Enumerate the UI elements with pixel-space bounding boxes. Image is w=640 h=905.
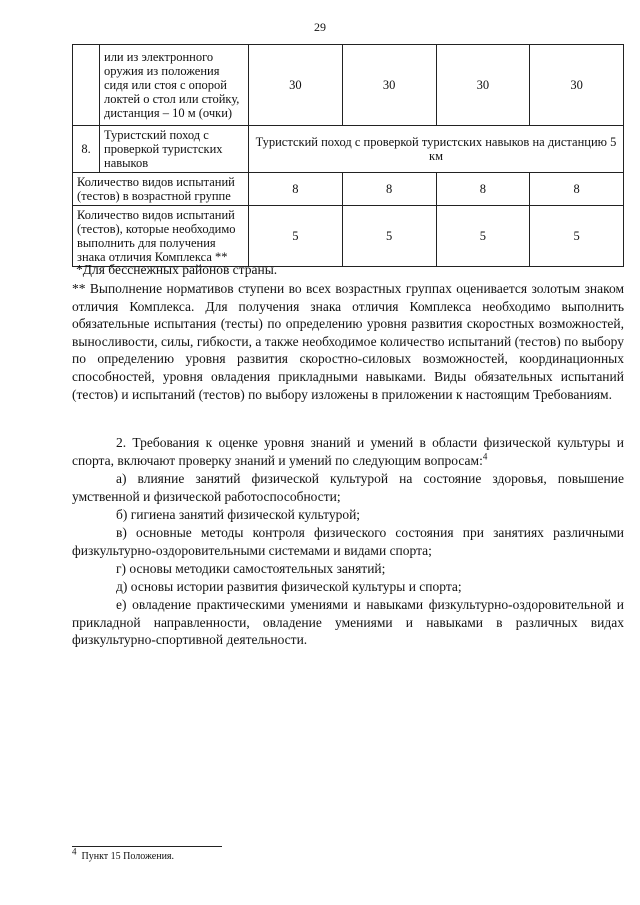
list-item: а) влияние занятий физической культурой на состояние здоровья, повышение умственной и физической работоспособности; <box>72 471 624 504</box>
value-cell: 30 <box>342 45 436 126</box>
table-row <box>73 206 624 267</box>
merged-value-cell: Туристский поход с проверкой туристских навыков на дистанцию 5 км <box>249 126 624 173</box>
footnote-reference: 4 <box>482 451 488 462</box>
section-2-intro <box>72 434 624 469</box>
row-description: или из электронного оружия из положения сидя или стоя с опорой локтей о стол или стойку, дистанция – 10 м (очки) <box>100 45 249 126</box>
footnote-number: 4 <box>72 846 77 857</box>
list-item: б) гигиена занятий физической культурой; <box>116 507 361 522</box>
page-number: 29 <box>314 20 326 34</box>
value-cell: 5 <box>530 206 624 267</box>
value-cell: 5 <box>436 206 530 267</box>
row-number <box>73 45 100 126</box>
value-cell: 8 <box>342 173 436 206</box>
row-description: Количество видов испытаний (тестов), которые необходимо выполнить для получения знака отличия Комплекса ** <box>73 206 249 267</box>
value-cell: 8 <box>436 173 530 206</box>
row-description: Туристский поход с проверкой туристских навыков <box>100 126 249 173</box>
complex-badge-note: ** Выполнение нормативов ступени во всех возрастных группах оценивается золотым знаком отличия Комплекса. Для получения знака отличия Комплекса необходимо выполнить обязательные испытания (тесты) по определению уровня развития скоростных возможностей, выносливости, силы, гибкости, а также необходимое количество испытаний (тестов) по выбору по определению уровня развития скоростно-силовых возможностей, координационных способностей, уровня овладения прикладными навыками. Виды обязательных испытаний (тестов) и испытаний (тестов) по выбору изложены в приложении к настоящим Требованиям. <box>72 281 624 402</box>
value-cell: 30 <box>249 45 343 126</box>
norms-table <box>72 44 624 267</box>
footnote-text: Пункт 15 Положения. <box>81 851 175 862</box>
value-cell: 8 <box>249 173 343 206</box>
row-description: Количество видов испытаний (тестов) в возрастной группе <box>73 173 249 206</box>
table-row <box>73 45 624 126</box>
list-item: е) овладение практическими умениями и навыками физкультурно-оздоровительной и прикладной направленности, овладение умениями и навыками в различных видах физкультурно-спортивной деятельности. <box>72 597 624 648</box>
table-row <box>73 126 624 173</box>
value-cell: 30 <box>436 45 530 126</box>
list-item: г) основы методики самостоятельных занятий; <box>116 561 386 576</box>
snowless-note: *Для бесснежных районов страны. <box>76 262 278 277</box>
row-number: 8. <box>73 126 100 173</box>
list-item: д) основы истории развития физической культуры и спорта; <box>116 579 462 594</box>
table-row <box>73 173 624 206</box>
value-cell: 30 <box>530 45 624 126</box>
list-item: в) основные методы контроля физического состояния при занятиях различными физкультурно-оздоровительными системами и видами спорта; <box>72 525 624 558</box>
footnote <box>72 846 175 862</box>
value-cell: 8 <box>530 173 624 206</box>
value-cell: 5 <box>342 206 436 267</box>
footnote-divider <box>72 846 222 847</box>
value-cell: 5 <box>249 206 343 267</box>
section-2-text: 2. Требования к оценке уровня знаний и умений в области физической культуры и спорта, включают проверку знаний и умений по следующим вопросам: <box>72 435 624 468</box>
